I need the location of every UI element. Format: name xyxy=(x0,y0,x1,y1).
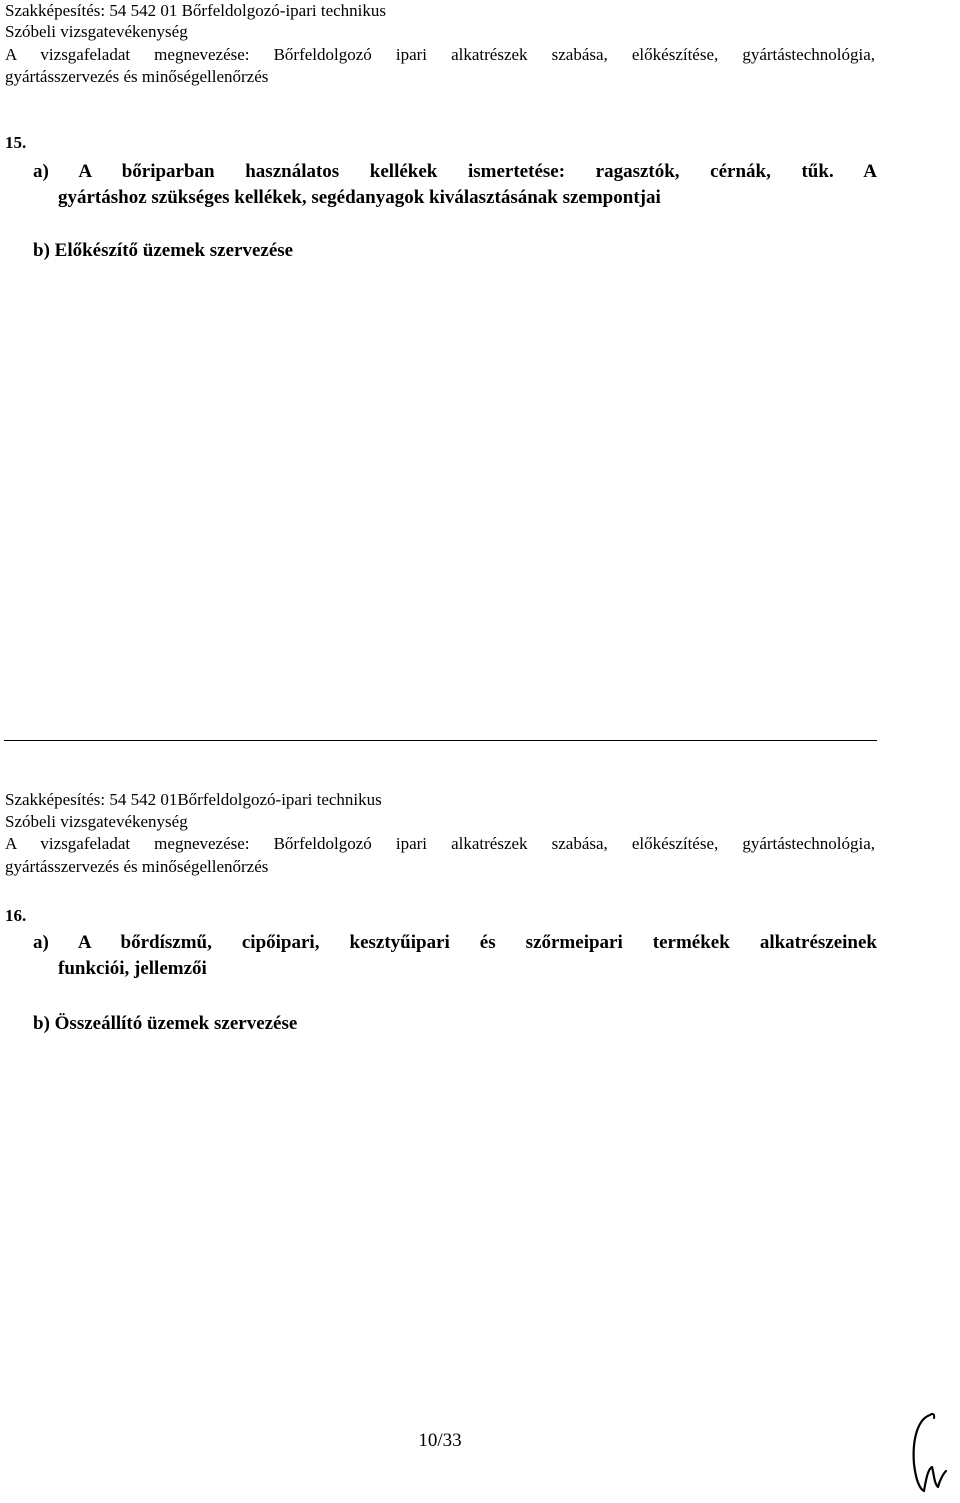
header-task-name-2: A vizsgafeladat megnevezése: Bőrfeldolgozó ipari alkatrészek szabása, előkészítése, gyártástechnológia, xyxy=(5,834,875,853)
header-task-name-cont: gyártásszervezés és minőségellenőrzés xyxy=(5,67,269,86)
section-divider xyxy=(4,740,877,741)
page-number: 10/33 xyxy=(418,1430,462,1451)
question-number-15: 15. xyxy=(5,133,27,152)
header-qualification: Szakképesítés: 54 542 01 Bőrfeldolgozó-ipari technikus xyxy=(5,1,386,20)
question-16-part-a-line2: funkciói, jellemzői xyxy=(58,958,207,979)
question-16-part-a-line1: a) A bőrdíszmű, cipőipari, kesztyűipari és szőrmeipari termékek alkatrészeinek xyxy=(33,932,877,953)
question-15-part-b: b) Előkészítő üzemek szervezése xyxy=(33,240,294,261)
header-exam-activity-2: Szóbeli vizsgatevékenység xyxy=(5,812,188,831)
header-task-name-cont-2: gyártásszervezés és minőségellenőrzés xyxy=(5,857,269,876)
question-16-part-b: b) Összeállító üzemek szervezése xyxy=(33,1013,298,1034)
header-task-name: A vizsgafeladat megnevezése: Bőrfeldolgozó ipari alkatrészek szabása, előkészítése, gyártástechnológia, xyxy=(5,45,875,64)
question-15-part-a-line2: gyártáshoz szükséges kellékek, segédanyagok kiválasztásának szempontjai xyxy=(58,187,661,208)
question-number-16: 16. xyxy=(5,906,27,925)
header-qualification-2: Szakképesítés: 54 542 01Bőrfeldolgozó-ipari technikus xyxy=(5,790,382,809)
header-exam-activity: Szóbeli vizsgatevékenység xyxy=(5,22,188,41)
handwritten-signature-icon xyxy=(908,1409,948,1499)
question-15-part-a-line1: a) A bőriparban használatos kellékek ismertetése: ragasztók, cérnák, tűk. A xyxy=(33,161,877,182)
